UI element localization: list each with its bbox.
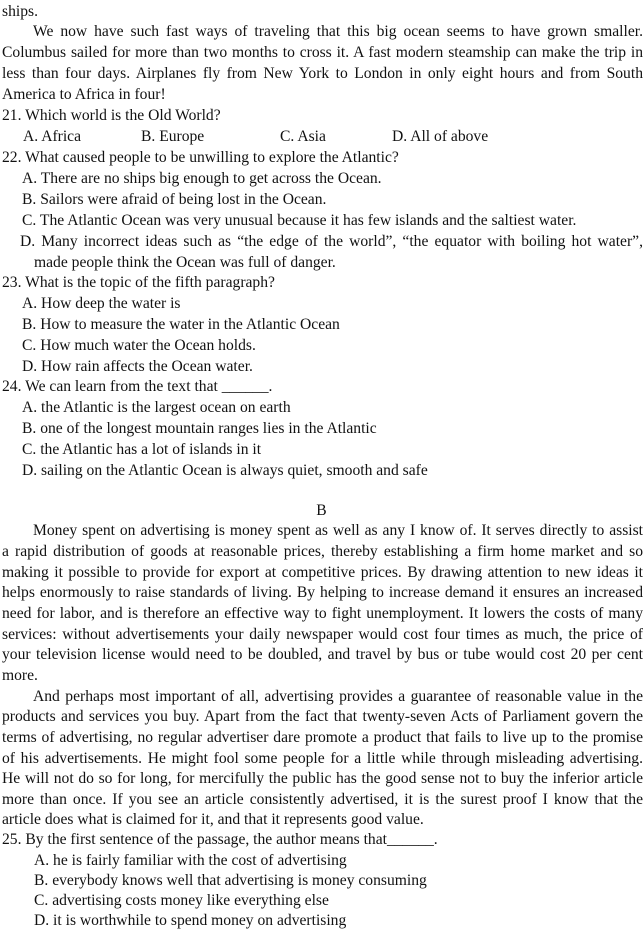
text-line: products and services you buy. Apart from the fact that twenty-seven Acts of Parliament govern the xyxy=(2,708,643,725)
question-text: 22. What caused people to be unwilling to explore the Atlantic? xyxy=(2,149,399,166)
option-d: D. How rain affects the Ocean water. xyxy=(22,358,253,375)
text-line: a rapid distribution of goods at reasonable prices, thereby establishing a firm home market and so xyxy=(2,543,643,560)
option-a: A. Africa xyxy=(23,128,82,145)
text-line: helps enormously to raise standards of living. By helping to increase demand it ensures an increased xyxy=(2,584,643,601)
text-line: less than four days. Airplanes fly from New York to London in only eight hours and from South xyxy=(2,65,643,82)
text-line: terms of advertising, no regular advertiser dare promote a product that fails to live up to the promise xyxy=(2,729,643,746)
text-line: article does what is claimed for it, and that it represents good value. xyxy=(2,811,424,828)
option-a: A. the Atlantic is the largest ocean on earth xyxy=(22,399,291,416)
text-line: making it possible to provide for export at competitive prices. By drawing attention to new ideas it xyxy=(2,564,643,581)
question-text: 24. We can learn from the text that ______. xyxy=(2,378,273,395)
question-text: 21. Which world is the Old World? xyxy=(2,107,221,124)
option-c: C. the Atlantic has a lot of islands in it xyxy=(22,441,262,458)
option-b: B. How to measure the water in the Atlantic Ocean xyxy=(22,316,340,333)
text-line: Columbus sailed for more than two months to cross it. A fast modern steamship can make the trip in xyxy=(2,44,643,61)
option-c: C. advertising costs money like everything else xyxy=(34,892,329,909)
text-line: We now have such fast ways of traveling that this big ocean seems to have grown smaller. xyxy=(33,23,643,40)
text-line: Money spent on advertising is money spent as well as any I know of. It serves directly to assist xyxy=(33,522,643,539)
text-line: more. xyxy=(2,667,38,684)
option-a: A. There are no ships big enough to get across the Ocean. xyxy=(22,170,382,187)
section-heading: B xyxy=(316,502,327,519)
text-line: ships. xyxy=(2,3,38,20)
text-line: need for labor, and is therefore an effective way to fight unemployment. It lowers the costs of many xyxy=(2,605,643,622)
option-c: C. The Atlantic Ocean was very unusual because it has few islands and the saltiest water. xyxy=(22,212,577,229)
option-b: B. one of the longest mountain ranges lies in the Atlantic xyxy=(22,420,377,437)
text-line: of his advertisements. He might fool some people for a little while through misleading advertising. xyxy=(2,750,643,767)
option-b: B. Europe xyxy=(141,128,205,145)
text-line: America to Africa in four! xyxy=(2,86,166,103)
option-c: C. Asia xyxy=(280,128,326,145)
option-a: A. he is fairly familiar with the cost of advertising xyxy=(34,852,347,869)
option-d: D. All of above xyxy=(392,128,489,145)
question-text: 25. By the first sentence of the passage, the author means that______. xyxy=(2,831,438,848)
option-d: D. it is worthwhile to spend money on advertising xyxy=(34,912,347,929)
option-d: D. sailing on the Atlantic Ocean is always quiet, smooth and safe xyxy=(22,462,428,479)
question-text: 23. What is the topic of the fifth paragraph? xyxy=(2,274,275,291)
text-line: He will not do so for long, for mercifully the public has the good sense not to buy the inferior article xyxy=(2,770,643,787)
text-line: services: without advertisements your daily newspaper would cost four times as much, the price of xyxy=(2,626,643,643)
text-line: more than once. If you see an article consistently advertised, it is the surest proof I know that the xyxy=(2,791,643,808)
option-d-continued: made people think the Ocean was full of danger. xyxy=(34,254,336,271)
text-line: your television license would need to be doubled, and travel by bus or tube would cost 20 per cent xyxy=(2,646,643,663)
option-b: B. Sailors were afraid of being lost in the Ocean. xyxy=(22,191,327,208)
text-line: And perhaps most important of all, advertising provides a guarantee of reasonable value in the xyxy=(33,688,643,705)
option-d: D. Many incorrect ideas such as “the edge of the world”, “the equator with boiling hot water”, xyxy=(20,233,643,250)
option-a: A. How deep the water is xyxy=(22,295,181,312)
option-b: B. everybody knows well that advertising is money consuming xyxy=(34,872,427,889)
option-c: C. How much water the Ocean holds. xyxy=(22,337,256,354)
